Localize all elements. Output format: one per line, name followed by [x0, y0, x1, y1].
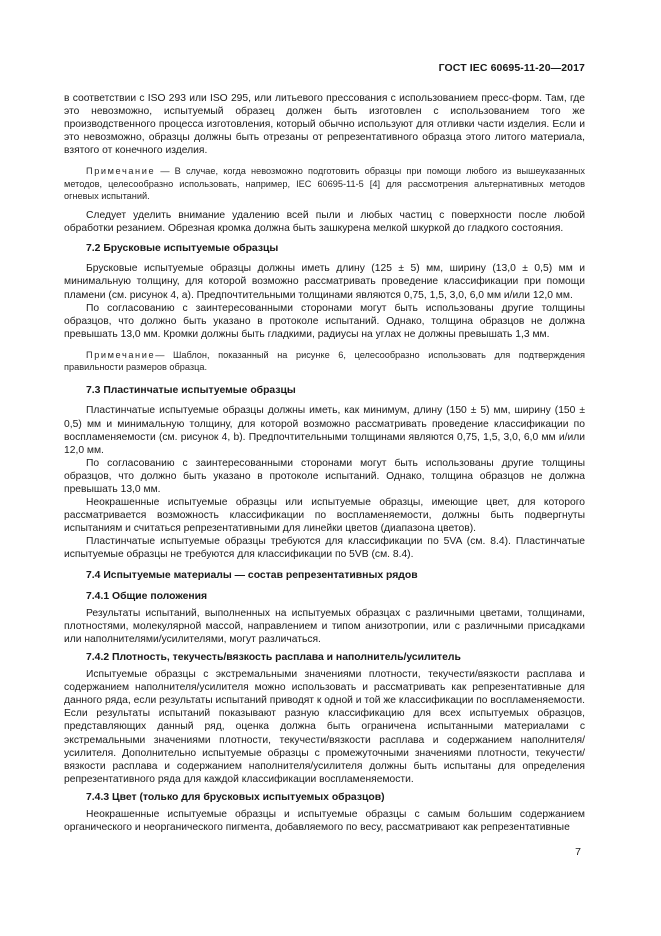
document-body — [64, 92, 585, 834]
paragraph: Испытуемые образцы с экстремальными значениями плотности, текучести/вязкости расплава и содержанием наполнителя/усилителя можно использовать и рассматривать как репрезентативные для данного ряда, если результаты испытаний приводят к одной и той же классификации по воспламеняемости. Если результаты испытаний показывают разную классификацию для всех испытуемых образцов, представляющих данный ряд, оценка должна быть ограничена испытанными материалами с экстремальными значениями плотности, текучести/вязкости расплава и содержанием наполнителя/усилителя. Дополнительно испытуемые образцы с промежуточными значениями плотности, текучести/вязкости расплава и содержанием наполнителя/усилителя должны быть испытаны для определения репрезентативного ряда для каждой классификации воспламеняемости. — [64, 669, 585, 785]
note-label: Примечание — [86, 349, 156, 360]
note — [64, 349, 585, 373]
paragraph: Брусковые испытуемые образцы должны иметь длину (125 ± 5) мм, ширину (13,0 ± 0,5) мм и минимальную толщину, для которой возможно рассматривать проведение классификации при помощи пламени (см. рисунок 4, а). Предпочтительными толщинами являются 0,75, 1,5, 3,0, 6,0 мм и/или 12,0 мм. — [64, 263, 585, 301]
paragraph: Результаты испытаний, выполненных на испытуемых образцах с различными цветами, толщинами, плотностями, молекулярной массой, направлением и типом анизотропии, или с различными присадками или наполнителями/усилителями, могут различаться. — [64, 607, 585, 645]
document-standard-id: ГОСТ IEC 60695-11-20—2017 — [438, 62, 585, 74]
section-heading-7-4-3: 7.4.3 Цвет (только для брусковых испытуемых образцов) — [86, 791, 385, 803]
section-heading-7-2: 7.2 Брусковые испытуемые образцы — [86, 243, 279, 255]
section-heading-7-4-2: 7.4.2 Плотность, текучесть/вязкость расплава и наполнитель/усилитель — [86, 652, 461, 664]
paragraph: Неокрашенные испытуемые образцы или испытуемые образцы, имеющие цвет, для которого рассматривается возможность классификации по воспламеняемости, должны быть подвергнуты испытаниям и считаться репрезентативными для линейки цветов (диапазона цветов). — [64, 497, 585, 535]
page-number: 7 — [575, 846, 581, 858]
note-text: — В случае, когда невозможно подготовить образцы при помощи любого из вышеуказанных методов, целесообразно использовать, например, IEC 60695-11-5 [4] для рассмотрения альтернативных методов огневых испытаний. — [64, 166, 585, 201]
paragraph: Неокрашенные испытуемые образцы и испытуемые образцы с самым большим содержанием органического и неорганического пигмента, добавляемого по весу, рассматривают как репрезентативные — [64, 809, 585, 834]
paragraph: в соответствии с ISO 293 или ISO 295, или литьевого прессования с использованием пресс-форм. Там, где это невозможно, испытуемый образец должен быть изготовлен с использованием того же производственного процесса изготовления, который обычно используют для отливки части изделия. Если и это невозможно, образцы должны быть отрезаны от репрезентативного образца этого литого материала, взятого от конечного изделия. — [64, 93, 585, 157]
section-heading-7-4-1: 7.4.1 Общие положения — [86, 590, 208, 602]
note — [64, 165, 585, 202]
note-label: Примечание — [86, 166, 156, 177]
section-heading-7-3: 7.3 Пластинчатые испытуемые образцы — [86, 385, 296, 397]
paragraph: По согласованию с заинтересованными сторонами могут быть использованы другие толщины образцов, что должно быть указано в протоколе испытаний. Однако, толщина образцов не должна превышать 13,0 мм. — [64, 457, 585, 495]
paragraph: Пластинчатые испытуемые образцы требуются для классификации по 5VA (см. 8.4). Пластинчатые испытуемые образцы не требуются для классификации по 5VB (см. 8.4). — [64, 536, 585, 561]
paragraph: По согласованию с заинтересованными сторонами могут быть использованы другие толщины образцов, что должно быть указано в протоколе испытаний. Однако, толщина образцов не должна превышать 13,0 мм. Кромки должны быть гладкими, радиусы на углах не должны превышать 1,3 мм. — [64, 302, 585, 340]
paragraph: Следует уделить внимание удалению всей пыли и любых частиц с поверхности после любой обработки резанием. Обрезная кромка должна быть зашкурена мелкой шкуркой до гладкого состояния. — [64, 210, 585, 235]
section-heading-7-4: 7.4 Испытуемые материалы — состав репрезентативных рядов — [86, 569, 418, 581]
paragraph: Пластинчатые испытуемые образцы должны иметь, как минимум, длину (150 ± 5) мм, ширину (150 ± 0,5) мм и минимальную толщину, для которой возможно рассматривать проведение классификации по воспламеняемости (см. рисунок 4, b). Предпочтительными толщинами являются 0,75, 1,5, 3,0, 6,0 мм и/или 12,0 мм. — [64, 405, 585, 456]
note-text: — Шаблон, показанный на рисунке 6, целесообразно использовать для подтверждения правильности размеров образца. — [64, 349, 585, 373]
